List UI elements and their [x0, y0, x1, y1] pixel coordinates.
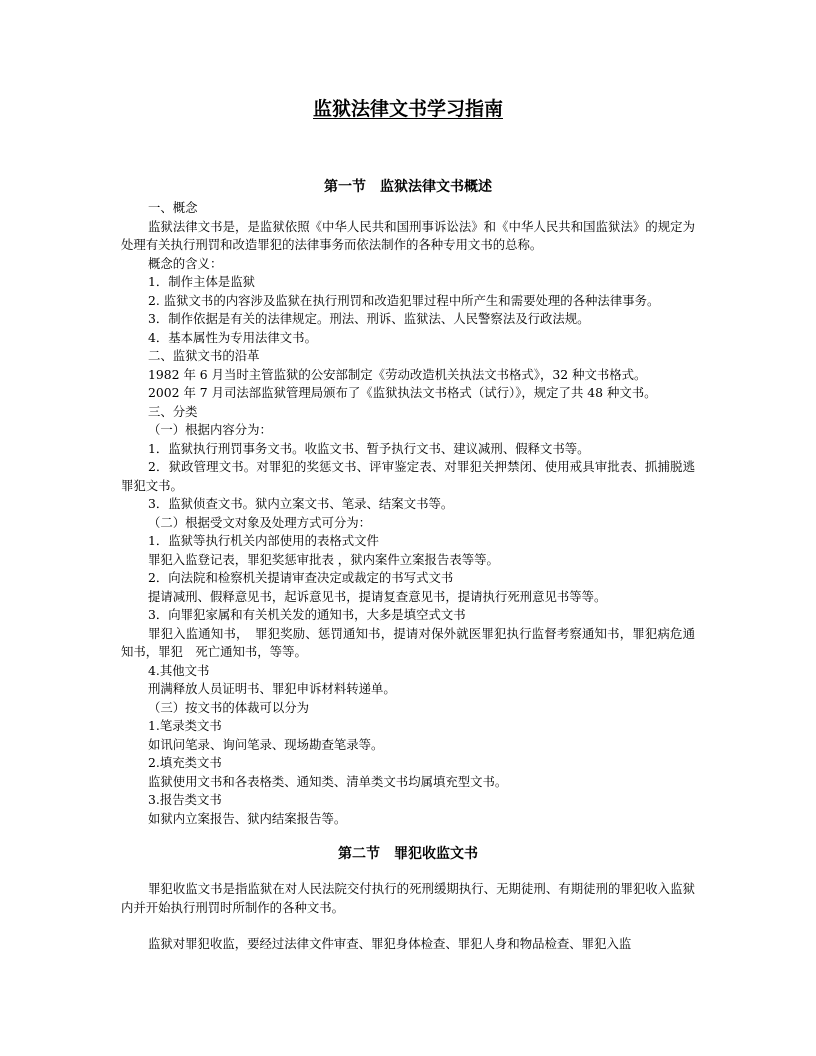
- list-item: 2. 监狱文书的内容涉及监狱在执行刑罚和改造犯罪过程中所产生和需要处理的各种法律事务。: [148, 292, 660, 308]
- list-item-detail: 监狱使用文书和各表格类、通知类、清单类文书均属填充型文书。: [148, 773, 508, 789]
- subheading: （二）根据受文对象及处理方式可分为：: [148, 514, 372, 530]
- paragraph-gap: [121, 917, 695, 935]
- list-item-detail: 如狱内立案报告、狱内结案报告等。: [148, 810, 347, 826]
- history-item: 2002 年 7 月司法部监狱管理局颁布了《监狱执法文书格式（试行）》，规定了共 48 种文书。: [148, 385, 657, 400]
- list-item: 1．制作主体是监狱: [148, 274, 256, 289]
- list-item: 1.笔录类文书: [148, 718, 222, 733]
- list-item: 1．监狱执行刑罚事务文书。收监文书、暂予执行文书、建议减刑、假释文书等。: [148, 440, 590, 456]
- paragraph: 监狱对罪犯收监，要经过法律文件审查、罪犯身体检查、罪犯人身和物品检查、罪犯入监: [148, 936, 632, 951]
- subheading: （三）按文书的体裁可以分为: [148, 699, 310, 715]
- document-title: 监狱法律文书学习指南: [312, 98, 503, 120]
- section-heading: 第二节 罪犯收监文书: [338, 846, 478, 862]
- list-item: 4.其他文书: [148, 662, 210, 678]
- section-heading: 第一节 监狱法律文书概述: [324, 179, 492, 195]
- paragraph-definition: 监狱法律文书是，是监狱依照《中华人民共和国刑事诉讼法》和《中华人民共和国监狱法》的规定为处理有关执行刑罚和改造罪犯的法律事务而依法制作的各种专用文书的总称。: [121, 218, 695, 252]
- list-item: 2．狱政管理文书。对罪犯的奖惩文书、评审鉴定表、对罪犯关押禁闭、使用戒具审批表、抓捕脱逃罪犯文书。: [121, 459, 695, 493]
- paragraph: 罪犯收监文书是指监狱在对人民法院交付执行的死刑缓期执行、无期徒刑、有期徒刑的罪犯收入监狱内并开始执行刑罚时所制作的各种文书。: [121, 881, 695, 915]
- heading-concept: 一、概念: [148, 200, 198, 215]
- list-item-detail: 刑满释放人员证明书、罪犯申诉材料转递单。: [148, 681, 396, 696]
- history-item: 1982 年 6 月当时主管监狱的公安部制定《劳动改造机关执法文书格式》，32 种文书格式。: [148, 366, 647, 382]
- list-item: 1．监狱等执行机关内部使用的表格式文件: [148, 533, 379, 548]
- list-item-detail: 提请减刑、假释意见书，起诉意见书，提请复查意见书，提请执行死刑意见书等等。: [148, 588, 607, 604]
- list-item-detail: 如讯问笔录、询问笔录、现场勘查笔录等。: [148, 736, 384, 752]
- list-item: 4．基本属性为专用法律文书。: [148, 329, 317, 345]
- list-item-detail: 罪犯入监登记表，罪犯奖惩审批表 ，狱内案件立案报告表等等。: [148, 551, 499, 567]
- heading-history: 二、监狱文书的沿革: [148, 348, 260, 363]
- document-body: [121, 177, 695, 954]
- list-item: 3.报告类文书: [148, 792, 222, 807]
- list-item: 3．向罪犯家属和有关机关发的通知书，大多是填空式文书: [148, 607, 466, 622]
- list-item: 2.填充类文书: [148, 755, 222, 770]
- subheading: （一）根据内容分为：: [148, 422, 272, 437]
- list-item: 3．监狱侦查文书。狱内立案文书、笔录、结案文书等。: [148, 496, 454, 511]
- list-item: 3．制作依据是有关的法律规定。刑法、刑诉、监狱法、人民警察法及行政法规。: [148, 311, 590, 326]
- concept-meaning-label: 概念的含义：: [148, 255, 223, 271]
- list-item-detail: 罪犯入监通知书， 罪犯奖励、惩罚通知书，提请对保外就医罪犯执行监督考察通知书，罪犯病危通知书，罪犯 死亡通知书，等等。: [121, 625, 695, 659]
- list-item: 2．向法院和检察机关提请审查决定或裁定的书写式文书: [148, 570, 454, 585]
- heading-classification: 三、分类: [148, 403, 198, 419]
